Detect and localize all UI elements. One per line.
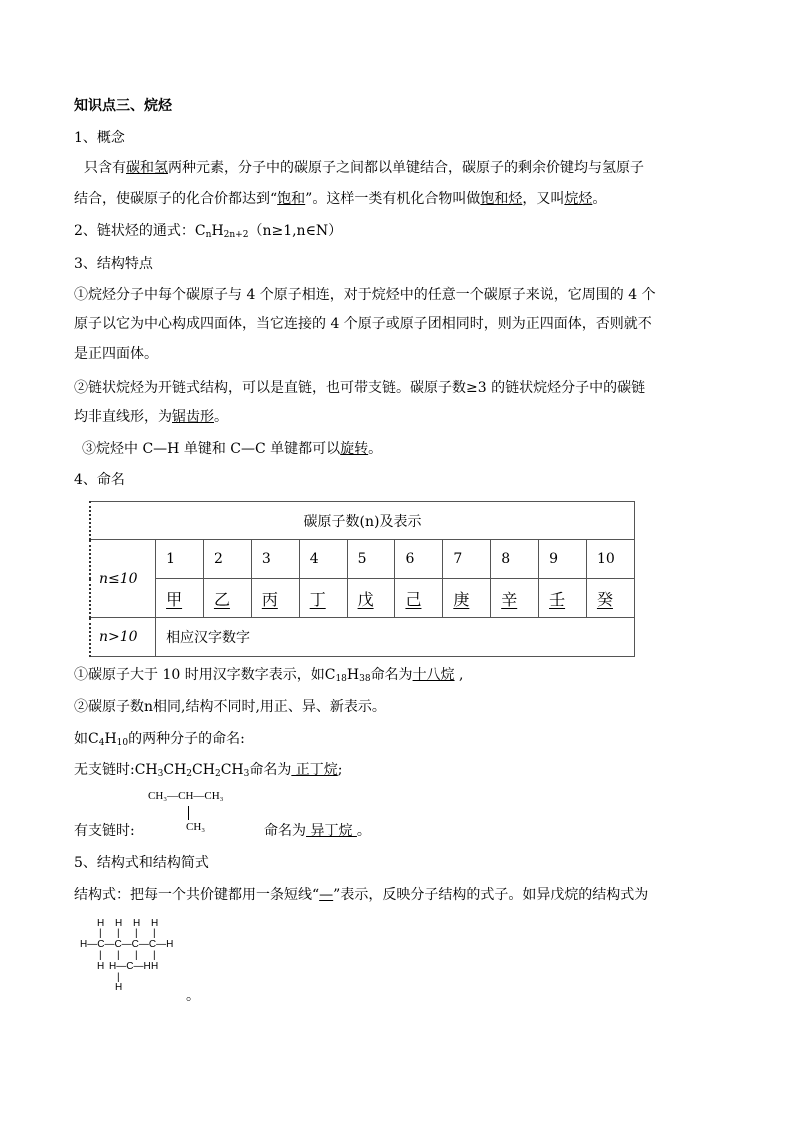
row-value-gt10: 相应汉字数字	[156, 618, 635, 657]
stem-cell: 己	[395, 579, 443, 618]
table-cell: 4	[299, 540, 347, 579]
branch-bond-line	[188, 806, 189, 820]
formula-end-mark: 。	[186, 988, 200, 1004]
concept-heading: 1、概念	[74, 130, 125, 146]
structure-p2-line1: ②链状烷烃为开链式结构，可以是直链，也可带支链。碳原子数≥3 的链状烷烃分子中的碳链	[74, 380, 646, 396]
table-header: 碳原子数(n)及表示	[90, 502, 635, 540]
stem-cell: 丙	[251, 579, 299, 618]
stem-cell: 辛	[491, 579, 539, 618]
stem-cell: 甲	[156, 579, 204, 618]
branched-label: 有支链时:	[74, 823, 135, 839]
row-label-le10: n≤10	[90, 540, 156, 618]
structure-p1-line2: 原子以它为中心构成四面体，当它连接的 4 个原子或原子团相同时，则为正四面体，否则就不	[74, 316, 652, 332]
table-cell: 5	[347, 540, 395, 579]
stem-cell: 乙	[203, 579, 251, 618]
stem-cell: 戊	[347, 579, 395, 618]
stem-cell: 壬	[539, 579, 587, 618]
general-formula-line: 2、链状烃的通式：$C_nH_{2n+2}(n\ge 1,n\in N)$	[74, 223, 343, 240]
formula-definition: 结构式：把每一个共价键都用一条短线“—”表示，反映分子结构的式子。如异戊烷的结构式为	[74, 887, 649, 903]
table-cell: 1	[156, 540, 204, 579]
structure-p1-line3: 是正四面体。	[74, 346, 158, 362]
table-cell: 10	[586, 540, 634, 579]
section-title: 知识点三、烷烃	[74, 98, 172, 114]
structure-p2-line2: 均非直线形，为锯齿形。	[74, 409, 228, 425]
naming-note-2: ②碳原子数n相同,结构不同时,用正、异、新表示。	[74, 699, 386, 715]
stem-cell: 癸	[586, 579, 634, 618]
table-cell: 7	[443, 540, 491, 579]
isopentane-structural-formula: H H H H | | | | H—C—C—C—C—H | | | | H H—C—H H | H	[80, 918, 174, 993]
row-label-gt10: n>10	[90, 618, 156, 657]
example-intro: 如$C_4H_{10}$的两种分子的命名:	[74, 731, 245, 748]
table-cell: 8	[491, 540, 539, 579]
branched-formula-bottom: CH₃	[186, 821, 206, 833]
table-cell: 6	[395, 540, 443, 579]
carbon-count-table	[89, 501, 635, 657]
table-cell: 2	[203, 540, 251, 579]
naming-note-1: ①碳原子大于 10 时用汉字数字表示，如$C_{18}H_{38}$命名为十八烷 ,	[74, 667, 464, 684]
stem-cell: 庚	[443, 579, 491, 618]
straight-chain-line: 无支链时$:CH_3CH_2CH_2CH_3$命名为 正丁烷;	[74, 762, 343, 779]
naming-heading: 4、命名	[74, 472, 125, 488]
formula-heading: 5、结构式和结构简式	[74, 855, 209, 871]
structure-heading: 3、结构特点	[74, 256, 153, 272]
table-cell: 3	[251, 540, 299, 579]
concept-line-2: 结合，使碳原子的化合价都达到“饱和”。这样一类有机化合物叫做饱和烃，又叫烷烃。	[74, 191, 607, 207]
stem-cell: 丁	[299, 579, 347, 618]
structure-p3: ③烷烃中 C—H 单键和 C—C 单键都可以旋转。	[82, 441, 383, 457]
concept-line-1: 只含有碳和氢两种元素，分子中的碳原子之间都以单键结合，碳原子的剩余价键均与氢原子	[84, 160, 644, 176]
branched-name: 命名为 异丁烷 。	[264, 823, 371, 839]
branched-formula-top: CH₃—CH—CH₃	[148, 790, 224, 802]
structure-p1-line1: ①烷烃分子中每个碳原子与 4 个原子相连，对于烷烃中的任意一个碳原子来说，它周围的 4 个	[74, 287, 656, 303]
table-cell: 9	[539, 540, 587, 579]
